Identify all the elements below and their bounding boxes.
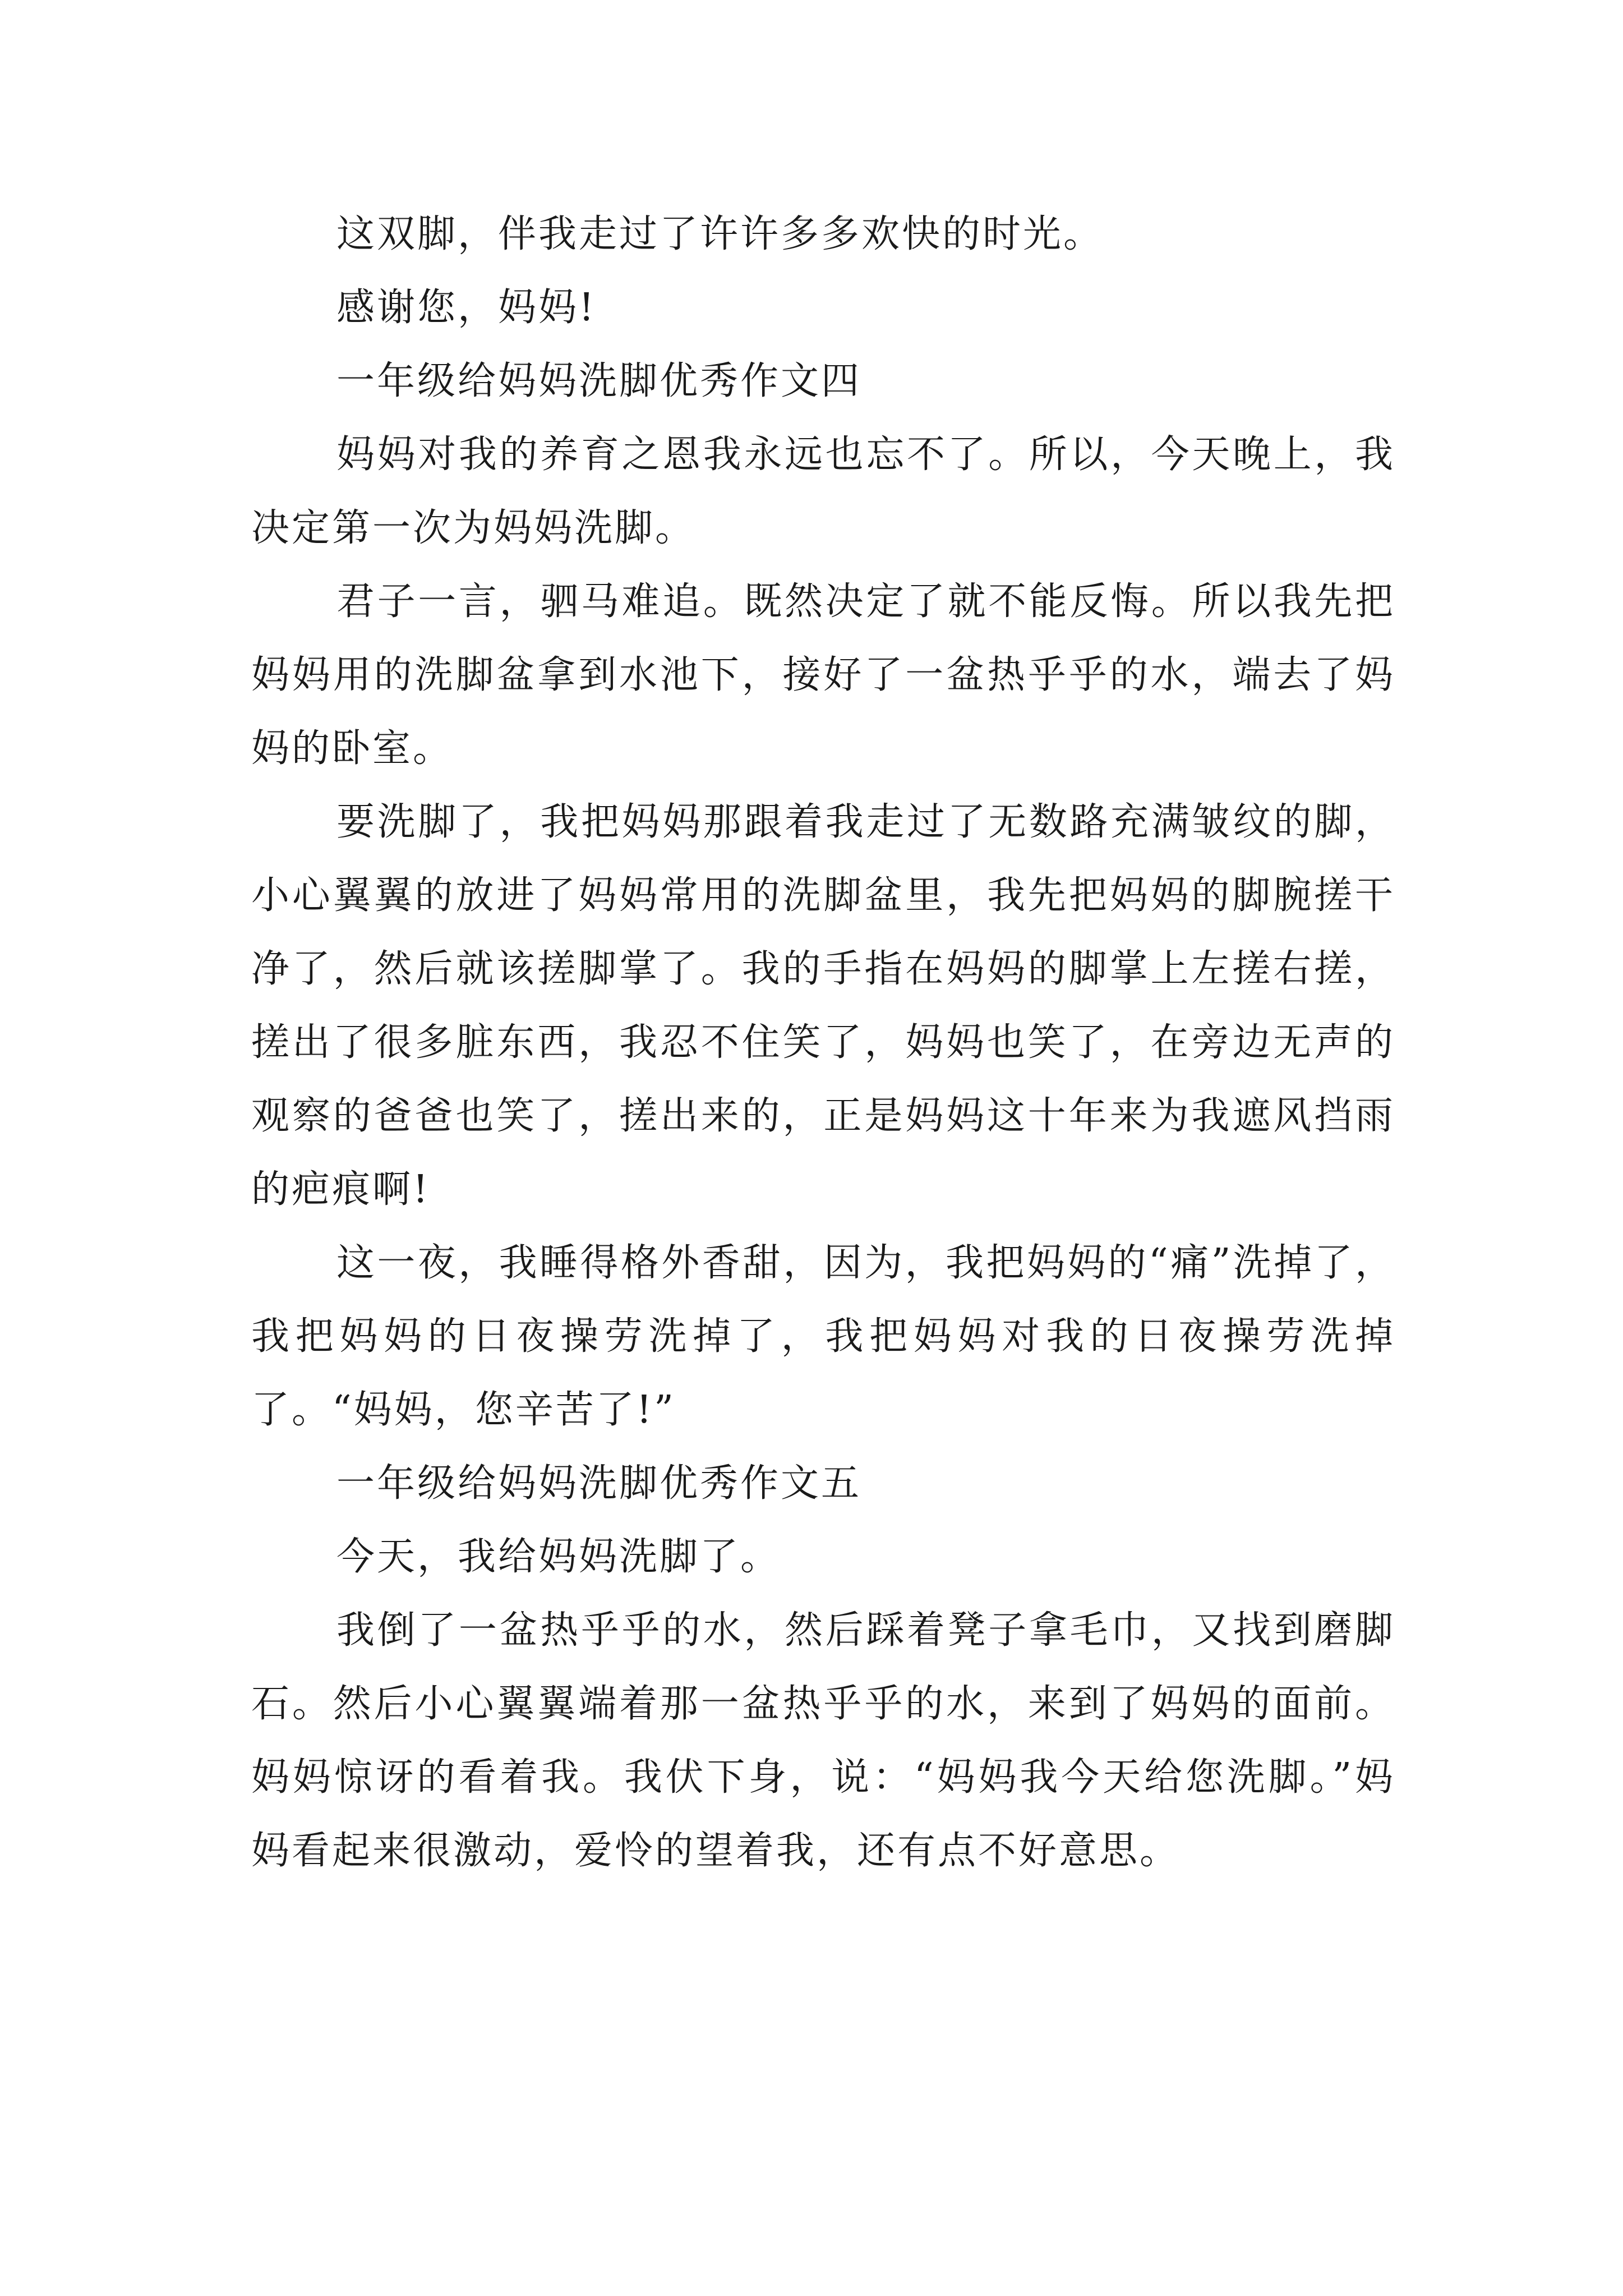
paragraph-closing-line: 这双脚，伴我走过了许许多多欢快的时光。 <box>336 212 1104 256</box>
paragraph-today: 今天，我给妈妈洗脚了。 <box>336 1535 781 1579</box>
essay-title-four: 一年级给妈妈洗脚优秀作文四 <box>336 359 862 403</box>
paragraph-thanks: 感谢您，妈妈! <box>336 286 597 330</box>
essay-title-five: 一年级给妈妈洗脚优秀作文五 <box>336 1461 862 1506</box>
paragraph-preparation: 君子一言，驷马难追。既然决定了就不能反悔。所以我先把妈妈用的洗脚盆拿到水池下，接好了一盆热乎乎的水，端去了妈妈的卧室。 <box>251 579 1395 771</box>
paragraph-decision: 妈妈对我的养育之恩我永远也忘不了。所以，今天晚上，我决定第一次为妈妈洗脚。 <box>251 432 1395 550</box>
paragraph-basin: 我倒了一盆热乎乎的水，然后踩着凳子拿毛巾，又找到磨脚石。然后小心翼翼端着那一盆热乎乎的水，来到了妈妈的面前。妈妈惊讶的看着我。我伏下身，说：“妈妈我今天给您洗脚。”妈妈看起来很激动，爱怜的望着我，还有点不好意思。 <box>251 1608 1395 1873</box>
paragraph-night: 这一夜，我睡得格外香甜，因为，我把妈妈的“痛”洗掉了，我把妈妈的日夜操劳洗掉了，我把妈妈对我的日夜操劳洗掉了。“妈妈，您辛苦了!” <box>251 1241 1395 1432</box>
document-body <box>251 197 1395 1888</box>
paragraph-washing: 要洗脚了，我把妈妈那跟着我走过了无数路充满皱纹的脚，小心翼翼的放进了妈妈常用的洗脚盆里，我先把妈妈的脚腕搓干净了，然后就该搓脚掌了。我的手指在妈妈的脚掌上左搓右搓，搓出了很多脏东西，我忍不住笑了，妈妈也笑了，在旁边无声的观察的爸爸也笑了，搓出来的，正是妈妈这十年来为我遮风挡雨的疤痕啊! <box>251 800 1395 1212</box>
